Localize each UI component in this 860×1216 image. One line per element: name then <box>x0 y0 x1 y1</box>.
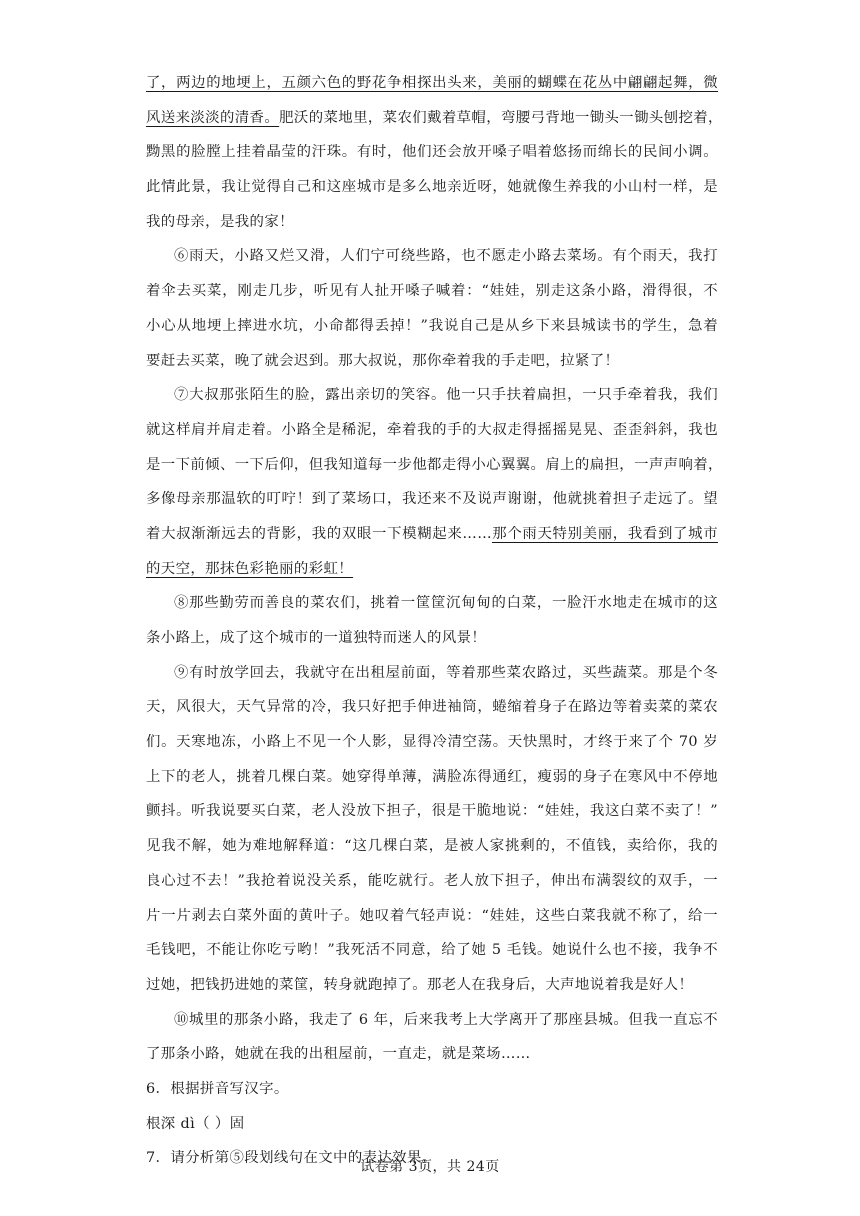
text-line <box>146 101 723 136</box>
text-line <box>146 1107 718 1142</box>
text-span: 颤抖。听我说要买白菜，老人没放下担子，很是干脆地说：“娃娃，我这白菜不卖了！” <box>146 803 718 820</box>
text-span: 7．请分析第⑤段划线句在文中的表达效果。 <box>146 1150 437 1167</box>
text-span: 多像母亲那温软的叮咛！到了菜场口，我还来不及说声谢谢，他就挑着担子走远了。望 <box>146 491 718 508</box>
text-span: ⑩城里的那条小路，我走了 6 年，后来我考上大学离开了那座县城。但我一直忘不 <box>174 1011 718 1028</box>
underlined-sentence: 的天空，那抹色彩艳丽的彩虹！ <box>146 560 354 577</box>
text-span: 片一片剥去白菜外面的黄叶子。她叹着气轻声说：“娃娃，这些白菜我就不称了，给一 <box>146 907 718 924</box>
text-span: 良心过不去！”我抢着说没关系，能吃就行。老人放下担子，伸出布满裂纹的双手，一 <box>146 872 718 889</box>
document-body <box>146 66 723 1176</box>
text-line <box>146 482 718 517</box>
text-line <box>146 170 718 205</box>
text-span: 了那条小路，她就在我的出租屋前，一直走，就是菜场…… <box>146 1046 531 1063</box>
text-span: 天，风很大，天气异常的冷，我只好把手伸进袖筒，蜷缩着身子在路边等着卖菜的菜农 <box>146 699 718 716</box>
underlined-sentence: 那个雨天特别美丽，我看到了城市 <box>491 525 718 542</box>
text-line <box>146 413 718 448</box>
text-line <box>146 829 718 864</box>
text-line <box>146 968 718 1003</box>
text-line <box>146 1037 718 1072</box>
text-line <box>146 344 718 379</box>
text-line <box>146 239 718 274</box>
text-span: 条小路上，成了这个城市的一道独特而迷人的风景！ <box>146 630 487 646</box>
text-line <box>146 899 718 934</box>
text-span: 上下的老人，挑着几棵白菜。她穿得单薄，满脸冻得通红，瘦弱的身子在寒风中不停地 <box>146 768 718 785</box>
text-span: 过她，把钱扔进她的菜筐，转身就跑掉了。那老人在我身后，大声地说着我是好人！ <box>146 976 694 993</box>
text-line <box>146 794 718 829</box>
text-line <box>146 309 718 344</box>
text-line <box>146 864 718 899</box>
text-line <box>146 517 718 552</box>
text-span: 见我不解，她为难地解释道：“这几棵白菜，是被人家挑剩的，不值钱，卖给你，我的 <box>146 838 718 855</box>
text-span: 毛钱吧，不能让你吃亏哟！”我死活不同意，给了她 5 毛钱。她说什么也不接，我争不 <box>146 942 718 959</box>
text-span: 肥沃的菜地里，菜农们戴着草帽，弯腰弓背地一锄头一锄头刨挖着， <box>279 109 723 126</box>
text-span: 就这样肩并肩走着。小路全是稀泥，牵着我的手的大叔走得摇摇晃晃、歪歪斜斜，我也 <box>146 421 718 438</box>
text-line <box>146 135 718 170</box>
text-span: ⑧那些勤劳而善良的菜农们，挑着一筐筐沉甸甸的白菜，一脸汗水地走在城市的这 <box>174 595 718 612</box>
text-span: 着伞去买菜，刚走几步，听见有人扯开嗓子喊着：“娃娃，别走这条小路，滑得很，不 <box>146 283 718 300</box>
text-span: ⑦大叔那张陌生的脸，露出亲切的笑容。他一只手扶着扁担，一只手牵着我，我们 <box>174 387 718 404</box>
text-span: 们。天寒地冻，小路上不见一个人影，显得冷清空荡。天快黑时，才终于来了个 70 岁 <box>146 734 718 751</box>
text-line <box>146 378 718 413</box>
text-span: ⑥雨天，小路又烂又滑，人们宁可绕些路，也不愿走小路去菜场。有个雨天，我打 <box>174 248 718 265</box>
text-span: 着大叔渐渐远去的背影，我的双眼一下模糊起来…… <box>146 525 492 542</box>
text-line <box>146 933 718 968</box>
text-span: 根深 dì（ ）固 <box>146 1115 245 1132</box>
text-line <box>146 552 718 587</box>
text-span: 6．根据拼音写汉字。 <box>146 1080 289 1097</box>
text-span: ⑨有时放学回去，我就守在出租屋前面，等着那些菜农路过，买些蔬菜。那是个冬 <box>174 664 718 681</box>
text-span: 我的母亲，是我的家！ <box>146 213 294 230</box>
text-span: 是一下前倾、一下后仰，但我知道每一步他都走得小心翼翼。肩上的扁担，一声声响着， <box>146 456 723 473</box>
text-span: 小心从地埂上摔进水坑，小命都得丢掉！”我说自己是从乡下来县城读书的学生，急着 <box>146 317 718 334</box>
text-span: 此情此景，我让觉得自己和这座城市是多么地亲近呀，她就像生养我的小山村一样，是 <box>146 179 718 196</box>
page-footer: 试卷第 3页，共 24页 <box>360 1159 500 1175</box>
text-line <box>146 760 718 795</box>
text-line <box>146 1072 718 1107</box>
underlined-sentence: 风送来淡淡的清香。 <box>146 109 280 126</box>
underlined-sentence: 了，两边的地埂上，五颜六色的野花争相探出头来，美丽的蝴蝶在花丛中翩翩起舞，微 <box>146 75 718 91</box>
text-span: 要赶去买菜，晚了就会迟到。那大叔说，那你牵着我的手走吧，拉紧了！ <box>146 352 620 369</box>
text-line <box>146 690 718 725</box>
text-line <box>146 621 718 656</box>
text-line <box>146 656 718 691</box>
text-line <box>146 448 723 483</box>
text-line <box>146 66 718 101</box>
text-line <box>146 725 718 760</box>
text-line <box>146 274 718 309</box>
text-line <box>146 1003 718 1038</box>
text-line <box>146 205 718 240</box>
text-span: 黝黑的脸膛上挂着晶莹的汗珠。有时，他们还会放开嗓子唱着悠扬而绵长的民间小调。 <box>146 144 718 161</box>
text-line <box>146 586 718 621</box>
